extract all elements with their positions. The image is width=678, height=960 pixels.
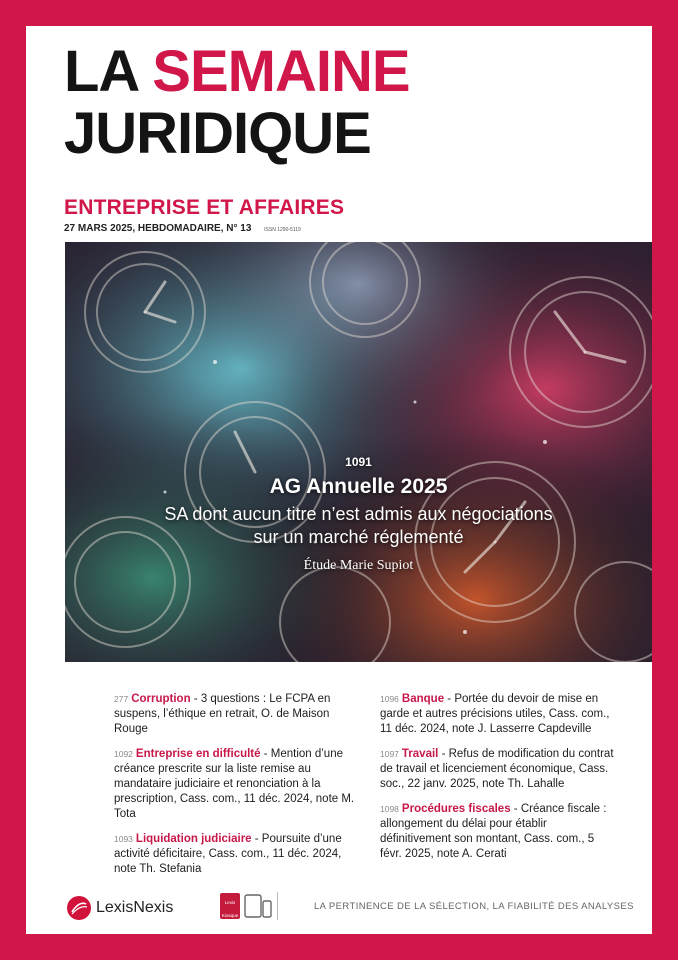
- lexisnexis-emblem-icon: [66, 895, 92, 921]
- toc-item[interactable]: [114, 692, 359, 737]
- toc-item-category: Procédures fiscales: [401, 803, 511, 815]
- masthead-juridique: JURIDIQUE: [64, 101, 371, 166]
- toc-item-text: - Mention d’une créance prescrite sur la liste remise au mandataire judiciaire et renonciation à la prescription, Cass. com., 11 déc. 2024, note M. Tota: [114, 748, 355, 820]
- lexisnexis-logo[interactable]: [66, 895, 173, 921]
- toc-item-number: 1092: [114, 749, 133, 759]
- toc-item[interactable]: [380, 692, 616, 737]
- toc-item-number: 277: [114, 694, 129, 704]
- issue-info: [64, 223, 301, 234]
- toc-item-number: 1093: [114, 834, 133, 844]
- masthead-line-1: [64, 41, 410, 103]
- footer: [26, 888, 652, 928]
- issue-date: 27 MARS 2025, HEBDOMADAIRE, N° 13: [64, 223, 252, 234]
- cover-subtitle-line-2: sur un marché réglementé: [253, 527, 464, 547]
- footer-divider: [277, 892, 278, 920]
- kiosque-label-1: Lexis: [224, 900, 236, 905]
- toc-item-category: Travail: [401, 748, 439, 760]
- toc-item-text: - Portée du devoir de mise en garde et autres précisions utiles, Cass. com., 11 déc. 2024, note J. Lasserre Capdeville: [380, 693, 610, 735]
- toc-item-text: - Refus de modification du contrat de travail et licenciement économique, Cass. soc., 22 janv. 2025, note Th. Lahalle: [380, 748, 614, 790]
- toc-item-number: 1097: [380, 749, 399, 759]
- cover-page: [26, 26, 652, 934]
- edition-title: ENTREPRISE ET AFFAIRES: [64, 196, 345, 219]
- clocks-artwork: [65, 242, 652, 662]
- kiosque-label-2: Kiosque: [221, 913, 239, 918]
- masthead: [64, 41, 410, 165]
- toc-item[interactable]: [380, 747, 616, 792]
- toc-item-text: - Poursuite d’une activité déficitaire, Cass. com., 11 déc. 2024, note Th. Stefania: [114, 833, 342, 875]
- cover-headline: [65, 455, 652, 574]
- cover-image: [65, 242, 652, 662]
- toc-item-number: 1098: [380, 804, 399, 814]
- toc-column-left: [114, 692, 359, 887]
- lexisnexis-wordmark: LexisNexis: [96, 899, 174, 916]
- toc-item-category: Liquidation judiciaire: [135, 833, 252, 845]
- masthead-la: LA: [64, 39, 138, 104]
- masthead-semaine: SEMAINE: [152, 39, 410, 104]
- cover-subtitle: [65, 503, 652, 549]
- toc-item-text: - Créance fiscale : allongement du délai pour établir définitivement son montant, Cass. com., 5 févr. 2025, note A. Cerati: [380, 803, 607, 860]
- toc-item-category: Corruption: [131, 693, 191, 705]
- toc-column-right: [380, 692, 616, 872]
- devices-icon: [244, 893, 272, 919]
- toc-item[interactable]: [380, 802, 616, 862]
- lexis-kiosque-icon[interactable]: [220, 893, 240, 919]
- toc-item-number: 1096: [380, 694, 399, 704]
- issn: ISSN 1290-5119: [264, 227, 301, 233]
- cover-title: AG Annuelle 2025: [269, 475, 448, 498]
- article-number: 1091: [345, 455, 372, 469]
- toc-item-category: Entreprise en difficulté: [135, 748, 261, 760]
- toc-item[interactable]: [114, 747, 359, 822]
- cover-author: Étude Marie Supiot: [303, 558, 414, 573]
- toc-item-category: Banque: [401, 693, 445, 705]
- toc-item-text: - 3 questions : Le FCPA en suspens, l’éthique en retrait, O. de Maison Rouge: [114, 693, 331, 735]
- cover-subtitle-line-1: SA dont aucun titre n’est admis aux négociations: [164, 504, 553, 524]
- tagline: LA PERTINENCE DE LA SÉLECTION, LA FIABILITÉ DES ANALYSES: [314, 901, 634, 912]
- toc-item[interactable]: [114, 832, 359, 877]
